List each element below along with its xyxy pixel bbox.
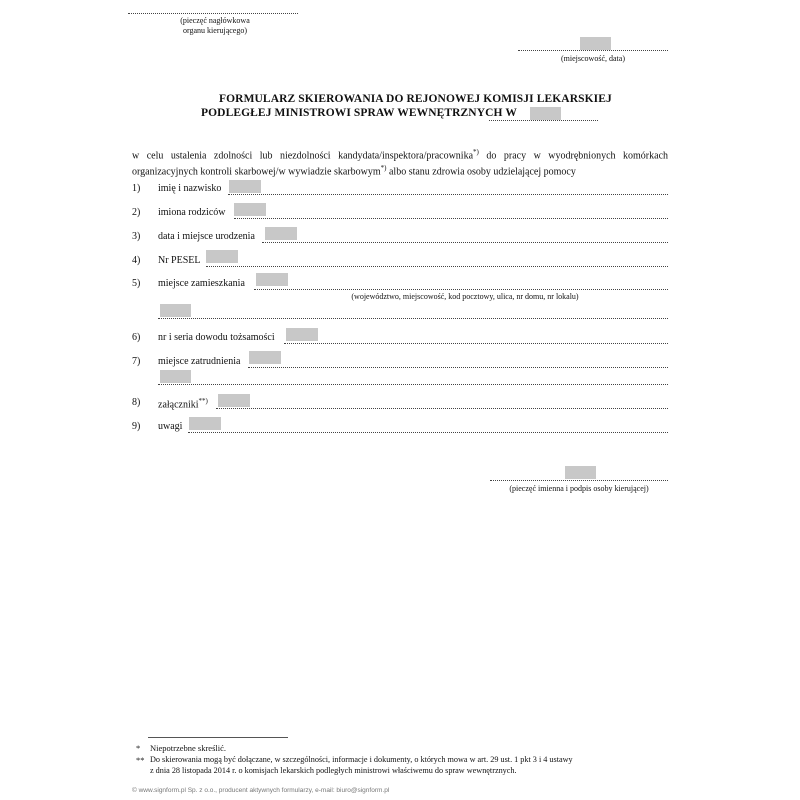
item-2 [132,207,668,221]
workplace-input[interactable] [249,351,281,364]
address-input-2[interactable] [160,304,191,317]
form-title-line2: PODLEGŁEJ MINISTROWI SPRAW WEWNĘTRZNYCH W [201,107,517,119]
footnote-2-mark: ** [136,755,145,765]
attachments-sup: **) [198,397,208,405]
item-number: 6) [132,332,141,343]
item-line [254,289,668,290]
intro-line1a: w celu ustalenia zdolności lub niezdolności kandydata/inspektora/pracownika [132,150,474,162]
attachments-label: załączniki [158,399,199,411]
footnote-1-mark: * [136,743,141,753]
signature-input[interactable] [565,466,596,479]
item-label: uwagi [158,421,183,432]
item-number: 9) [132,421,141,432]
commission-city-input[interactable] [530,107,561,120]
parents-names-input[interactable] [234,203,266,216]
item-label [158,397,208,410]
full-name-input[interactable] [229,180,261,193]
item-label: imię i nazwisko [158,183,222,194]
address-input[interactable] [256,273,288,286]
intro-paragraph [132,146,668,179]
item-label: nr i seria dowodu tożsamości [158,332,275,343]
item-1 [132,183,668,197]
stamp-line [128,13,298,14]
intro-line2b: albo stanu zdrowia osoby udzielającej pomocy [386,166,576,178]
item-8 [132,397,668,411]
intro-line1 [132,146,668,162]
copyright-footer: © www.signform.pl Sp. z o.o., producent aktywnych formularzy, e-mail: biuro@signform.pl [132,787,390,794]
item-number: 5) [132,278,141,289]
intro-line2a: organizacyjnych kontroli skarbowej/w wywiadzie skarbowym [132,166,381,178]
intro-line2-sup: *) [380,164,387,173]
remarks-input[interactable] [189,417,221,430]
item-label: miejsce zatrudnienia [158,356,241,367]
footnote-separator [148,737,288,738]
commission-city-line [489,120,598,121]
item-6 [132,332,668,346]
item-number: 2) [132,207,141,218]
footnote-2-line1: Do skierowania mogą być dołączane, w szczególności, informacje i dokumenty, o których mowa w art. 29 ust. 1 pkt 3 i 4 ustawy [150,755,573,764]
item-line [262,242,668,243]
id-document-input[interactable] [286,328,318,341]
address-caption: (województwo, miejscowość, kod pocztowy, ulica, nr domu, nr lokalu) [351,292,579,301]
item-number: 3) [132,231,141,242]
place-date-caption: (miejscowość, data) [561,54,625,63]
item-number: 7) [132,356,141,367]
item-label: data i miejsce urodzenia [158,231,255,242]
stamp-caption-line1: (pieczęć nagłówkowa [180,16,250,25]
item-line [188,432,668,433]
place-date-line [518,50,668,51]
attachments-input[interactable] [218,394,250,407]
item-label: Nr PESEL [158,255,201,266]
workplace-input-2[interactable] [160,370,191,383]
item-line [284,343,668,344]
item-3 [132,231,668,245]
stamp-caption-line2: organu kierującego) [182,26,248,35]
item-number: 1) [132,183,141,194]
item-7 [132,356,668,370]
item-line [206,266,668,267]
form-title-line1: FORMULARZ SKIEROWANIA DO REJONOWEJ KOMISJI LEKARSKIEJ [219,93,612,105]
item-line [216,408,668,409]
intro-line1-sup: *) [473,148,479,156]
footnote-1-text: Niepotrzebne skreślić. [150,743,226,753]
item-label: miejsce zamieszkania [158,278,245,289]
signature-line [490,480,668,481]
address-line-2 [158,318,668,319]
item-line [228,194,668,195]
signature-caption: (pieczęć imienna i podpis osoby kierującej) [509,484,649,493]
workplace-line-2 [158,384,668,385]
item-line [248,367,668,368]
item-label: imiona rodziców [158,207,226,218]
intro-line2 [132,162,668,178]
birth-date-place-input[interactable] [265,227,297,240]
pesel-input[interactable] [206,250,238,263]
stamp-caption [160,16,270,36]
item-number: 8) [132,397,141,408]
footnote-2-line2: z dnia 28 listopada 2014 r. o komisjach lekarskich podległych ministrowi właściwemu do spraw wewnętrznych. [150,766,517,775]
intro-line1b: do pracy w wyodrębnionych komórkach [478,150,669,162]
place-date-input[interactable] [580,37,611,50]
item-number: 4) [132,255,141,266]
item-5 [132,278,668,292]
item-line [234,218,668,219]
